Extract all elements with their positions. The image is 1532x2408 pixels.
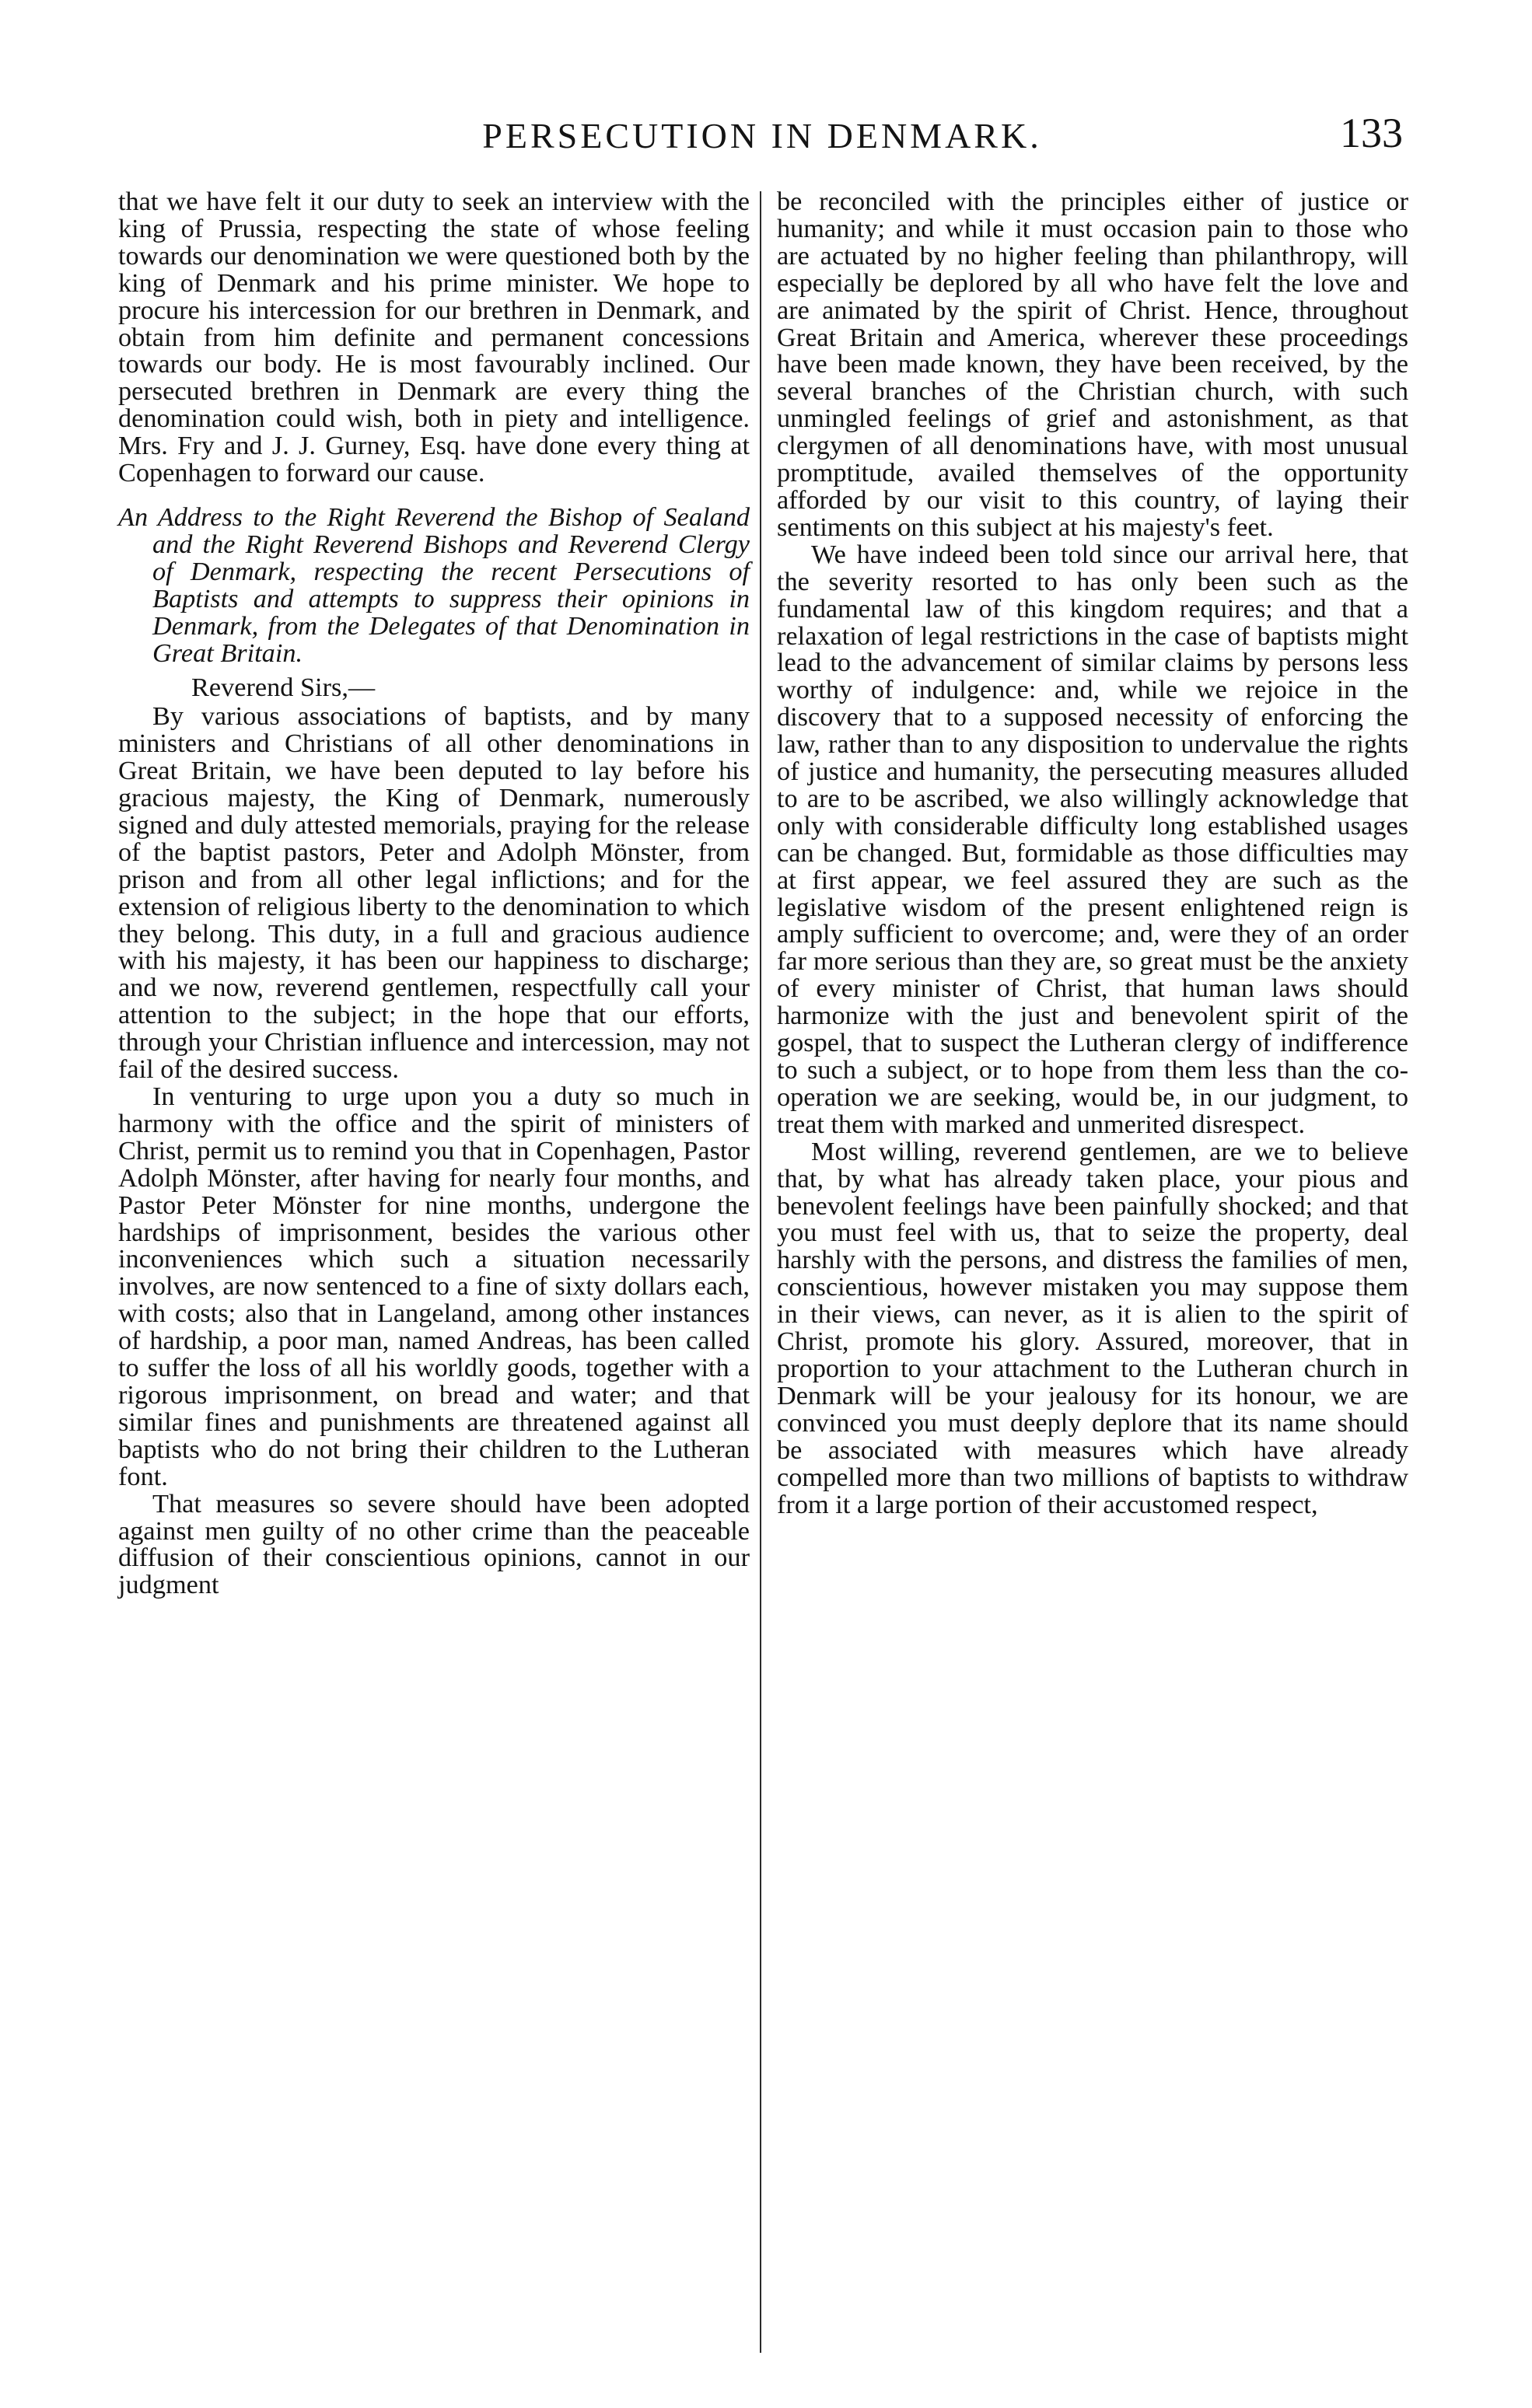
paragraph: By various associations of baptists, and by many ministers and Christians of all other denominations in Great Britain, we have been deputed to lay before his gracious majesty, the King of Denmark, numerously signed and duly attested memorials, praying for the release of the baptist pastors, Peter and Adolph Mönster, from prison and from all other legal inflictions; and for the extension of religious liberty to the denomination to which they belong. This duty, in a full and gracious audience with his majesty, it has been our happiness to discharge; and we now, reverend gentlemen, respectfully call your attention to the subject; in the hope that our efforts, through your Christian influence and intercession, may not fail of the desired success. xyxy=(118,701,750,1085)
continued-paragraph: that we have felt it our duty to seek an interview with the king of Prussia, respecting the state of whose feeling towards our denomination we were questioned both by the king of Denmark and his prime minister. We hope to procure his intercession for our brethren in Denmark, and obtain from him definite and permanent concessions towards our body. He is most favourably inclined. Our persecuted brethren in Denmark are every thing the denomination could wish, both in piety and intelligence. Mrs. Fry and J. J. Gurney, Esq. have done every thing at Copenhagen to forward our cause. xyxy=(118,187,750,488)
running-title: PERSECUTION IN DENMARK. xyxy=(482,116,1042,156)
continued-paragraph: be reconciled with the principles either of justice or humanity; and while it must occasion pain to those who are actuated by no higher feeling than philanthropy, will especially be deplored by all who have felt the love and are animated by the spirit of Christ. Hence, throughout Great Britain and America, wherever these proceedings have been made known, they have been received, by the several branches of the Christian church, with such unmingled feelings of grief and astonishment, as that clergymen of all denominations have, with most unusual promptitude, availed themselves of the opportunity afforded by our visit to this country, of laying their sentiments on this subject at his majesty's feet. xyxy=(777,187,1408,542)
address-title: An Address to the Right Reverend the Bishop of Sealand and the Right Reverend Bishops and Reverend Clergy of Denmark, respecting the recent Persecutions of Baptists and attempts to suppress their opinions in Denmark, from the Delegates of that Denomination in Great Britain. xyxy=(118,502,750,668)
column-divider xyxy=(760,191,761,2353)
left-column xyxy=(118,188,750,1599)
paragraph: That measures so severe should have been adopted against men guilty of no other crime than the peaceable diffusion of their conscientious opinions, cannot in our judgment xyxy=(118,1488,750,1600)
page-number: 133 xyxy=(1340,110,1403,156)
right-column xyxy=(777,188,1408,1518)
salutation: Reverend Sirs,— xyxy=(191,673,376,703)
paragraph: Most willing, reverend gentlemen, are we to believe that, by what has already taken place, your pious and benevolent feelings have been painfully shocked; and that you must feel with us, that to seize the property, deal harshly with the persons, and distress the families of men, conscientious, however mistaken you may suppose them in their views, can never, as it is alien to the spirit of Christ, promote his glory. Assured, moreover, that in proportion to your attachment to the Lutheran church in Denmark will be your jealousy for its honour, we are convinced you must deeply deplore that its name should be associated with measures which have already compelled more than two millions of baptists to withdraw from it a large portion of their accustomed respect, xyxy=(777,1136,1408,1519)
paragraph: In venturing to urge upon you a duty so much in harmony with the office and the spirit of ministers of Christ, permit us to remind you that in Copenhagen, Pastor Adolph Mönster, after having for nearly four months, and Pastor Peter Mönster for nine months, undergone the hardships of imprisonment, besides the various other inconveniences which such a situation necessarily involves, are now sentenced to a fine of sixty dollars each, with costs; also that in Langeland, among other instances of hardship, a poor man, named Andreas, has been called to suffer the loss of all his worldly goods, together with a rigorous imprisonment, on bread and water; and that similar fines and punishments are threatened against all baptists who do not bring their children to the Lutheran font. xyxy=(118,1082,750,1491)
paragraph: We have indeed been told since our arrival here, that the severity resorted to has only been such as the fundamental law of this kingdom requires; and that a relaxation of legal restrictions in the case of baptists might lead to the advancement of similar claims by persons less worthy of indulgence: and, while we rejoice in the discovery that to a supposed necessity of enforcing the law, rather than to any disposition to undervalue the rights of justice and humanity, the persecuting measures alluded to are to be ascribed, we also willingly acknowledge that only with considerable difficulty long established usages can be changed. But, formidable as those difficulties may at first appear, we feel assured they are such as the legislative wisdom of the present enlightened reign is amply sufficient to overcome; and, were they of an order far more serious than they are, so great must be the anxiety of every minister of Christ, that human laws should harmonize with the just and benevolent spirit of the gospel, that to suspect the Lutheran clergy of indifference to such a subject, or to hope from them less than the co-operation we are seeking, would be, in our judgment, to treat them with marked and unmerited disrespect. xyxy=(777,539,1408,1139)
page-header xyxy=(117,92,1408,177)
